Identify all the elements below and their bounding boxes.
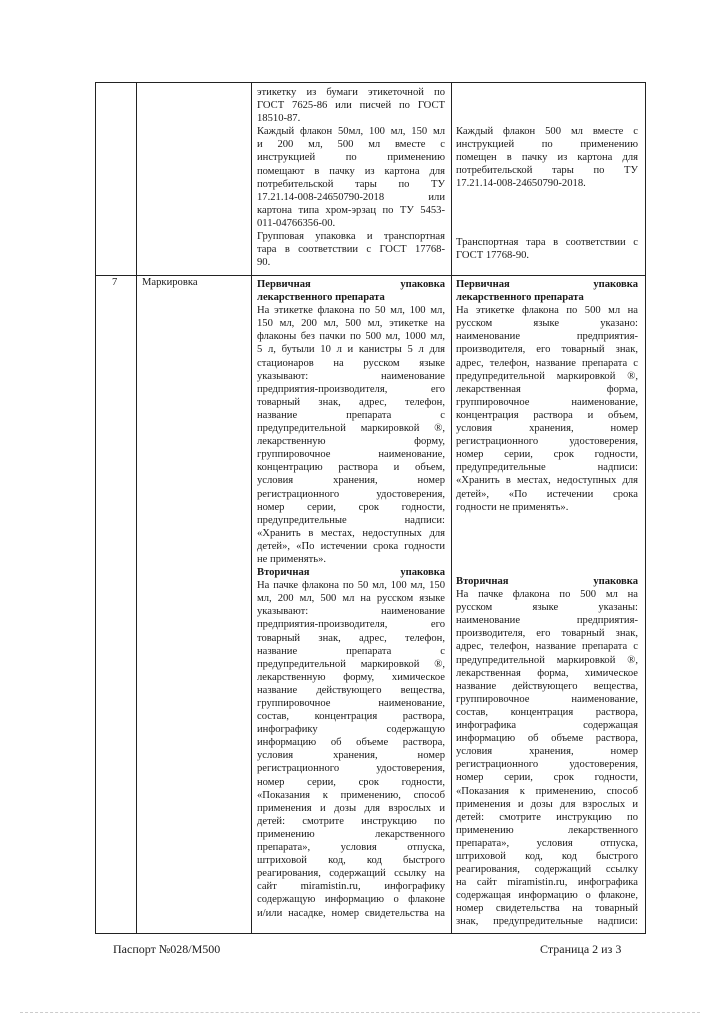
text-line: условия хранения, номер	[257, 750, 445, 762]
text-line: наименование предприятия-	[456, 331, 638, 343]
text-line: годности не применять».	[456, 501, 569, 513]
marking-col2-secondary	[456, 575, 638, 929]
text-line: 150 мл, 200 мл, 500 мл, этикетке на	[257, 318, 445, 330]
text-line: На этикетке флакона по 500 мл на	[456, 305, 638, 317]
text-line: флаконы без пачки по 500 мл, 1000 мл,	[257, 331, 445, 343]
text-line: номер серии, срок годности,	[257, 501, 445, 513]
packaging-transport-paragraph	[456, 236, 638, 262]
text-line: лекарственную форму,	[257, 436, 445, 448]
table-border-top	[95, 82, 646, 83]
marking-col2	[456, 278, 638, 514]
text-line: Первичная упаковка	[456, 279, 638, 290]
text-line: штриховой код, код быстрого	[456, 850, 638, 862]
text-line: «Показания к применению, способ	[456, 785, 638, 797]
text-line: детей: смотрите инструкцию по	[257, 815, 445, 827]
row-title: Маркировка	[142, 277, 198, 288]
text-line: 90.	[257, 257, 271, 269]
text-line: лекарственного препарата	[456, 292, 584, 304]
text-line: препарата», условия отпуска,	[257, 842, 445, 854]
text-line: стационаров на русском языке	[257, 357, 445, 369]
text-line: название действующего вещества,	[456, 680, 638, 692]
row-separator	[95, 275, 646, 276]
text-line: применению лекарственного	[257, 828, 445, 840]
row-number: 7	[112, 277, 118, 288]
text-line: мл, 200 мл, 500 мл на русском языке	[257, 593, 445, 605]
text-line: условия хранения, номер	[456, 423, 638, 435]
text-line: реагирования, содержащий ссылку	[456, 864, 638, 876]
text-line: регистрационного удостоверения,	[456, 436, 638, 448]
text-line: предприятия-производителя, его	[257, 383, 445, 395]
text-line: тара в соответствии с ГОСТ 17768-	[257, 244, 445, 256]
text-line: предупредительной маркировкой ®,	[456, 654, 638, 666]
text-line: сайт miramistin.ru, инфографику	[257, 881, 445, 893]
packaging-col2-continued	[456, 125, 638, 190]
text-line: применения и дозы для взрослых и	[456, 798, 638, 810]
text-line: предупредительные надписи:	[456, 462, 638, 474]
primary-packaging-text	[456, 304, 638, 514]
text-line: инфографику содержащую	[257, 724, 445, 736]
packaging-pack-paragraph	[456, 125, 638, 190]
text-line: название препарата с	[257, 409, 445, 421]
table-divider-name	[251, 82, 252, 934]
text-line: состав, концентрация раствора,	[456, 706, 638, 718]
text-line: лекарственная форма,	[456, 383, 638, 395]
text-line: Каждый флакон 500 мл вместе с	[456, 126, 638, 137]
text-line: инфографика содержащая	[456, 720, 638, 732]
text-line: Каждый флакон 50мл, 100 мл, 150 мл	[257, 126, 445, 138]
text-line: ГОСТ 7625-86 или писчей по ГОСТ	[257, 100, 445, 112]
text-line: картона типа хром-эрзац по ТУ 5453-	[257, 204, 445, 216]
text-line: информацию об объеме раствора,	[456, 733, 638, 745]
text-line: указывают: наименование	[257, 370, 445, 382]
text-line: регистрационного удостоверения,	[257, 488, 445, 500]
text-line: «Показания к применению, способ	[257, 789, 445, 801]
text-line: русском языке указано:	[456, 318, 638, 330]
text-line: предупредительной маркировкой ®,	[456, 370, 638, 382]
text-line: ГОСТ 17768-90.	[456, 250, 530, 262]
text-line: содержащую информацию о флаконе	[257, 894, 445, 906]
text-line: производителя, его товарный знак,	[456, 344, 638, 356]
text-line: номер серии, срок годности,	[456, 449, 638, 461]
text-line: детей: смотрите инструкцию по	[456, 811, 638, 823]
packaging-pack-paragraph	[257, 125, 445, 230]
text-line: штриховой код, код быстрого	[257, 855, 445, 867]
text-line: адрес, телефон, название препарата с	[456, 357, 638, 369]
text-line: номер свидетельства на товарный	[456, 903, 638, 915]
text-line: группировочное наименование,	[456, 396, 638, 408]
text-line: группировочное наименование,	[257, 698, 445, 709]
text-line: потребительской тары по ТУ	[257, 178, 445, 190]
text-line: помещают в пачку из картона для	[257, 165, 445, 177]
text-line: наименование предприятия-	[456, 615, 638, 627]
table-border-left	[95, 82, 96, 934]
packaging-col2-transport	[456, 236, 638, 262]
text-line: состав, концентрация раствора,	[257, 711, 445, 723]
text-line: лекарственную форму, химическое	[257, 671, 445, 683]
text-line: инструкцией по применению	[456, 139, 638, 151]
text-line: и 200 мл, 500 мл вместе с	[257, 139, 445, 151]
text-line: На этикетке флакона по 50 мл, 100 мл,	[257, 305, 445, 317]
text-line: русском языке указаны:	[456, 602, 638, 614]
text-line: реагирования, содержащий ссылку на	[257, 868, 445, 880]
table-divider-cols	[451, 82, 452, 934]
text-line: Транспортная тара в соответствии с	[456, 237, 638, 248]
text-line: Групповая упаковка и транспортная	[257, 231, 445, 243]
text-line: «Хранить в местах, недоступных для	[456, 475, 638, 487]
text-line: 5 л, бутыли 10 л и канистры 5 л для	[257, 344, 445, 356]
text-line: номер серии, срок годности,	[456, 772, 638, 784]
secondary-packaging-heading: Вторичная упаковка	[456, 576, 638, 587]
table-border-bottom	[95, 933, 646, 934]
text-line: предприятия-производителя, его	[257, 619, 445, 631]
text-line: 011-04766356-00.	[257, 217, 336, 229]
primary-packaging-text	[257, 304, 445, 566]
text-line: потребительской тары по ТУ	[456, 165, 638, 177]
text-line: товарный знак, адрес, телефон,	[257, 632, 445, 644]
text-line: этикетку из бумаги этикеточной по	[257, 87, 445, 98]
text-line: группировочное наименование,	[456, 693, 638, 705]
secondary-packaging-text	[257, 579, 445, 919]
text-line: концентрация раствора и объем,	[456, 409, 638, 421]
text-line: информацию об объеме раствора,	[257, 737, 445, 749]
text-line: адрес, телефон, название препарата с	[456, 641, 638, 653]
text-line: условия хранения, номер	[257, 475, 445, 487]
secondary-packaging-heading: Вторичная упаковка	[257, 567, 445, 579]
text-line: 17.21.14-008-24650790-2018 или	[257, 191, 445, 203]
primary-packaging-heading	[456, 278, 638, 304]
text-line: предупредительной маркировкой ®,	[257, 658, 445, 670]
page-number: Страница 2 из 3	[540, 942, 622, 956]
text-line: применения и дозы для взрослых и	[257, 802, 445, 814]
text-line: Первичная упаковка	[257, 279, 445, 290]
text-line: лекарственного препарата	[257, 292, 385, 304]
scan-edge-mark	[20, 1012, 700, 1014]
text-line: не применять».	[257, 553, 327, 565]
text-line: название препарата с	[257, 645, 445, 657]
text-line: содержащая информацию о флаконе,	[456, 890, 638, 902]
text-line: На пачке флакона по 500 мл на	[456, 589, 638, 601]
text-line: лекарственная форма, химическое	[456, 667, 638, 679]
text-line: детей», «По истечении срока	[456, 488, 638, 500]
primary-packaging-heading	[257, 278, 445, 304]
text-line: производителя, его товарный знак,	[456, 628, 638, 640]
passport-number: Паспорт №028/М500	[113, 942, 221, 956]
text-line: регистрационного удостоверения,	[456, 759, 638, 771]
text-line: указывают: наименование	[257, 606, 445, 618]
packaging-transport-paragraph	[257, 230, 445, 269]
text-line: условия хранения, номер	[456, 746, 638, 758]
packaging-col1-continued	[257, 86, 445, 269]
text-line: и/или насадке, номер свидетельства на	[257, 907, 445, 919]
text-line: 17.21.14-008-24650790-2018.	[456, 178, 586, 190]
packaging-label-paragraph	[257, 86, 445, 125]
text-line: инструкцией по применению	[257, 152, 445, 164]
text-line: детей», «По истечении срока годности	[257, 540, 445, 552]
text-line: препарата», условия отпуска,	[456, 837, 638, 849]
text-line: регистрационного удостоверения,	[257, 763, 445, 775]
text-line: товарный знак, адрес, телефон,	[257, 396, 445, 408]
text-line: На пачке флакона по 50 мл, 100 мл, 150	[257, 580, 445, 592]
text-line: предупредительные надписи:	[257, 514, 445, 526]
text-line: предупредительной маркировкой ®,	[257, 423, 445, 435]
text-line: применению лекарственного	[456, 824, 638, 836]
text-line: название действующего вещества,	[257, 684, 445, 696]
text-line: группировочное наименование,	[257, 449, 445, 461]
secondary-packaging-text	[456, 588, 638, 928]
text-line: концентрацию раствора и объем,	[257, 462, 445, 474]
text-line: на сайт miramistin.ru, инфографика	[456, 877, 638, 889]
text-line: 18510-87.	[257, 113, 301, 125]
marking-col1	[257, 278, 445, 920]
text-line: «Хранить в местах, недоступных для	[257, 527, 445, 539]
table-border-right	[645, 82, 646, 934]
text-line: помещен в пачку из картона для	[456, 152, 638, 164]
table-divider-num	[136, 82, 137, 934]
text-line: знак, предупредительные надписи:	[456, 916, 638, 928]
text-line: номер серии, срок годности,	[257, 776, 445, 788]
